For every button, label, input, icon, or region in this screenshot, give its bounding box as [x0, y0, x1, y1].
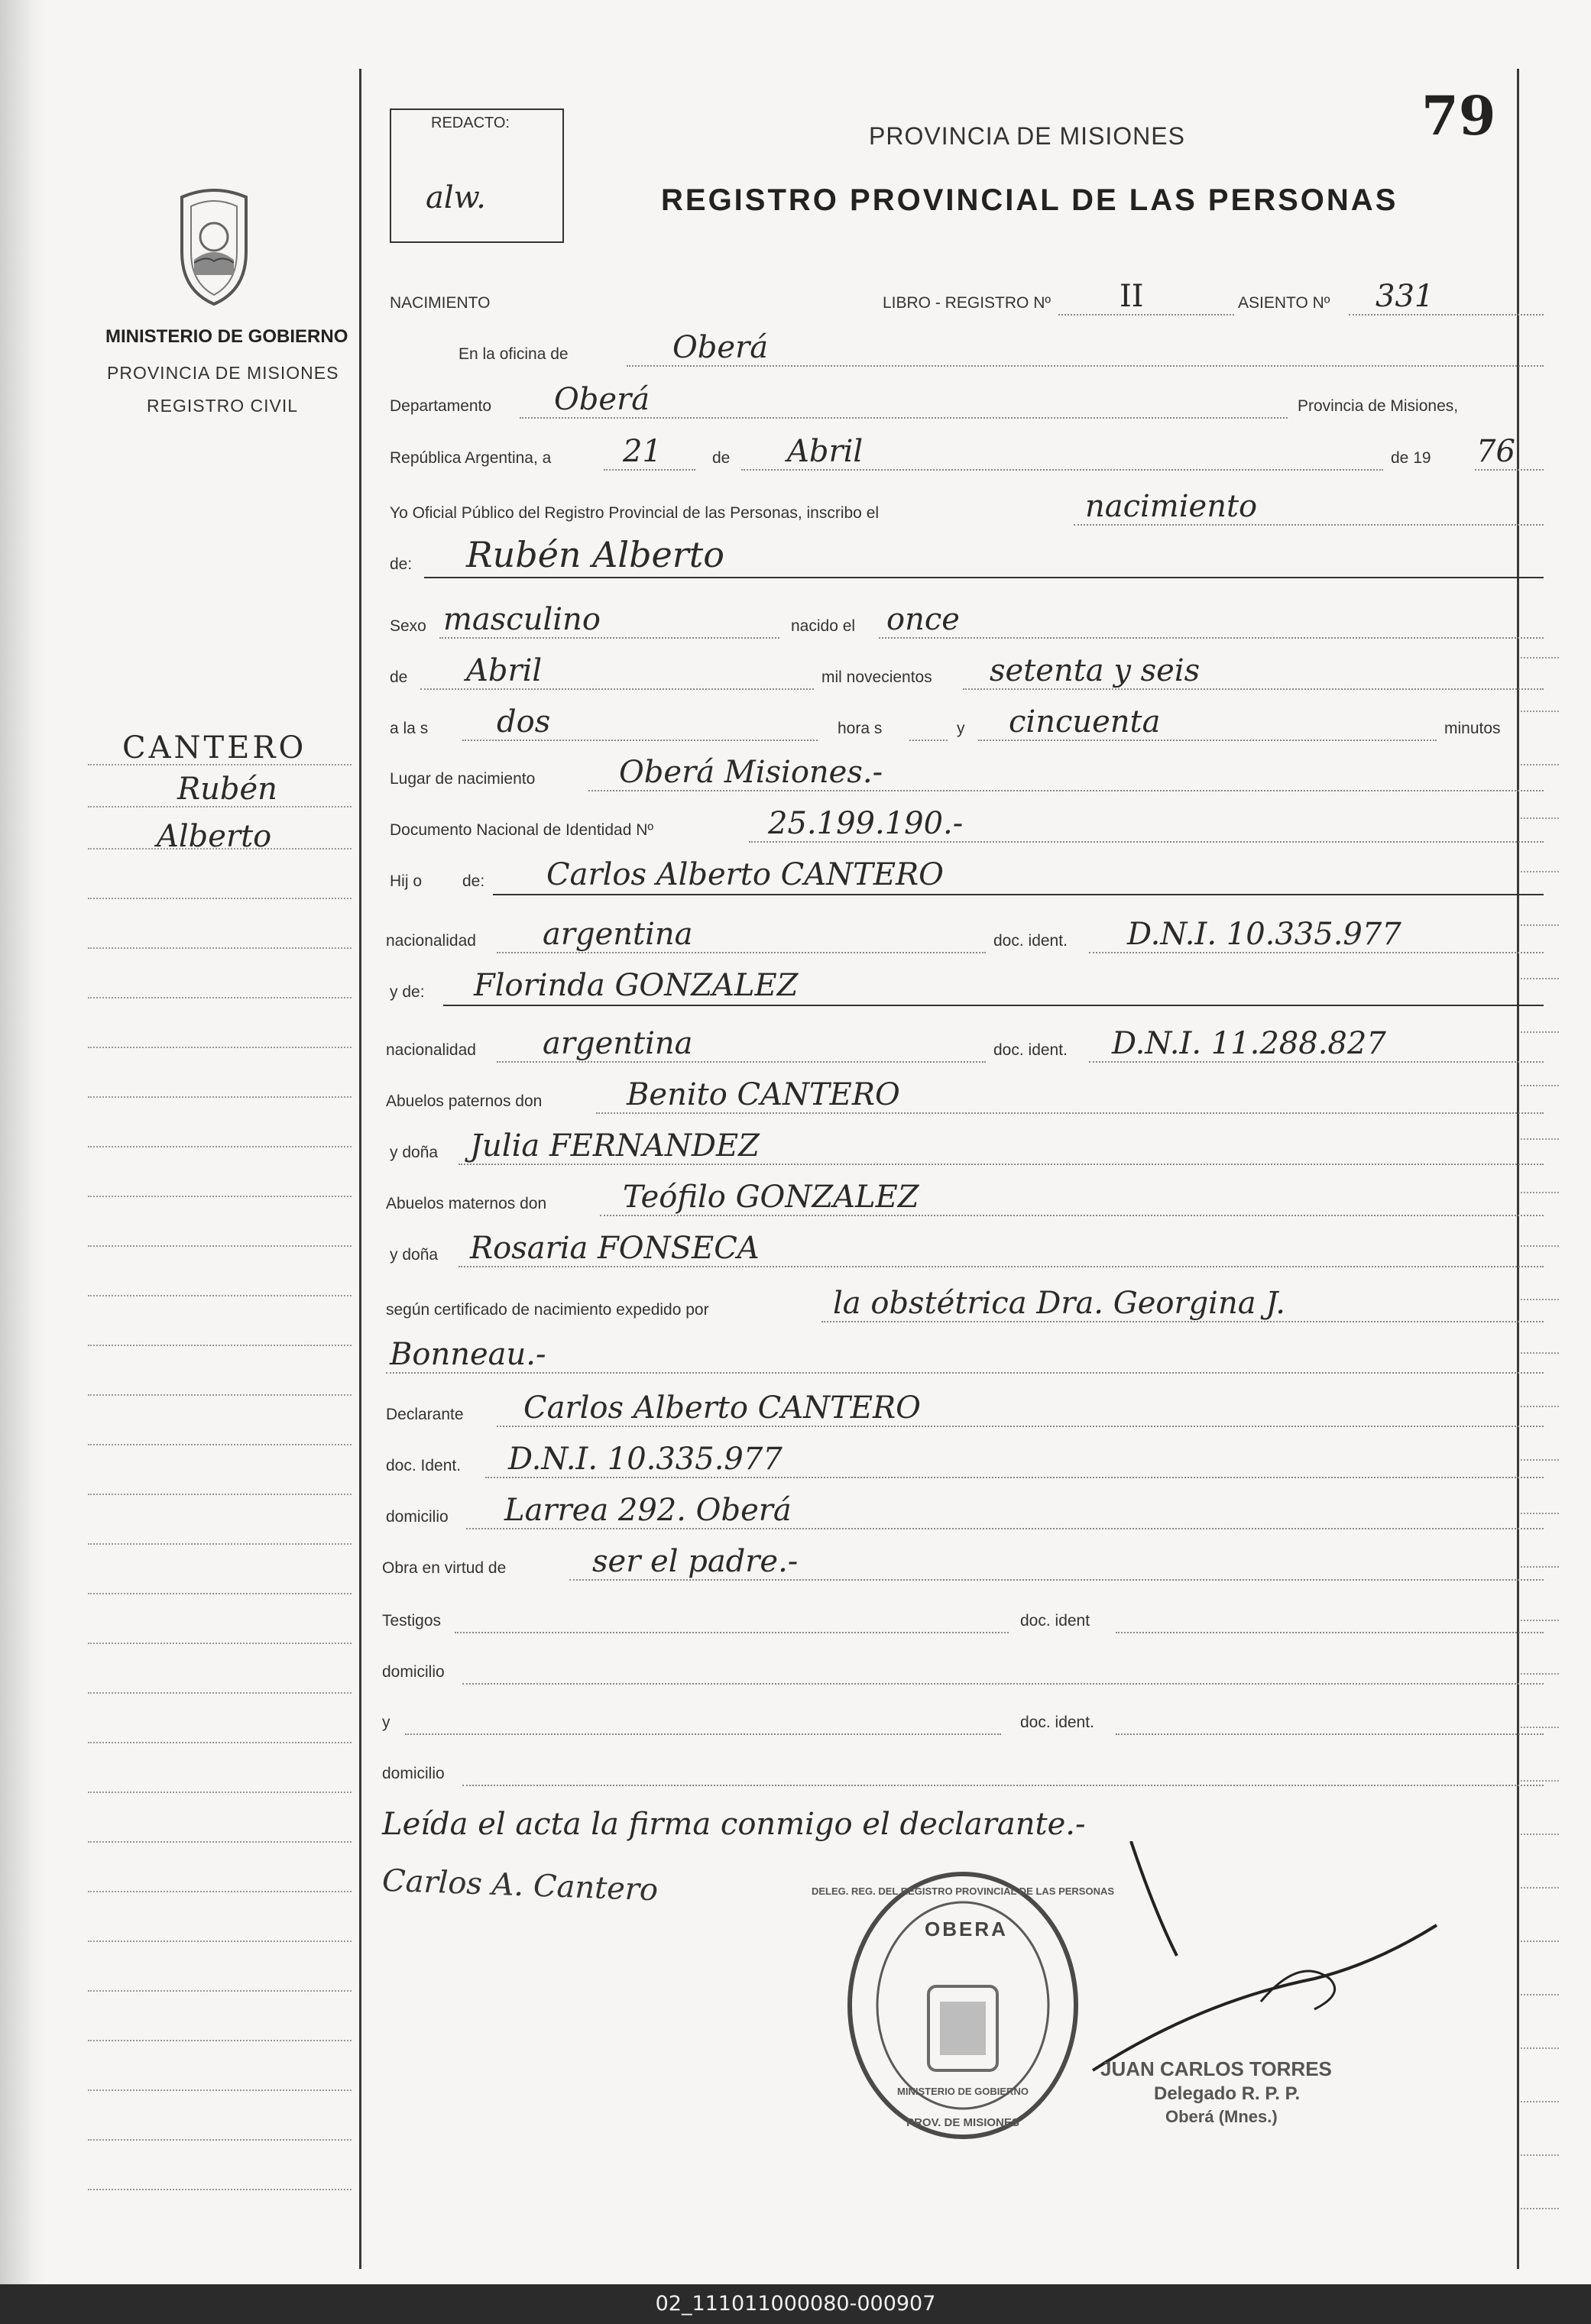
- de-label: de: [712, 449, 731, 467]
- row-hora: [382, 697, 1545, 743]
- madre-value: Florinda GONZALEZ: [474, 968, 799, 1003]
- padre-nac-value: argentina: [543, 917, 693, 952]
- minutos-label: minutos: [1444, 720, 1501, 737]
- milnov-label: mil novecientos: [821, 668, 932, 686]
- declarante-value: Carlos Alberto CANTERO: [523, 1390, 921, 1426]
- republica-label: República Argentina, a: [390, 449, 552, 467]
- officer-name: JUAN CARLOS TORRES: [1100, 2057, 1332, 2080]
- margin-note-surname: CANTERO: [122, 730, 307, 765]
- hijo-label: Hij o: [390, 872, 423, 890]
- abuela-pat-value: Julia FERNANDEZ: [470, 1128, 760, 1164]
- row-abuela-pat: [382, 1121, 1545, 1167]
- row-declarante-doc: [382, 1434, 1545, 1480]
- de19-label: de 19: [1391, 449, 1431, 467]
- row-madre-nac: [382, 1018, 1545, 1064]
- provincial-crest: [168, 183, 260, 306]
- ministry-registry: REGISTRO CIVIL: [147, 396, 299, 416]
- row-domicilio-3: [382, 1742, 1545, 1788]
- sexo-label: Sexo: [390, 617, 426, 635]
- nac-mes-value: Abril: [466, 653, 543, 688]
- nombre-value: Rubén Alberto: [466, 534, 724, 575]
- asiento-label: ASIENTO Nº: [1238, 294, 1330, 312]
- redacto-value: alw.: [426, 180, 486, 215]
- row-declarante: [382, 1383, 1545, 1429]
- nacido-label: nacido el: [791, 617, 856, 635]
- declarant-signature: Carlos A. Cantero: [381, 1863, 659, 1908]
- row-testigos: [382, 1589, 1545, 1635]
- declarante-label: Declarante: [386, 1406, 464, 1423]
- row-departamento: [382, 374, 1545, 420]
- row-padre-nac: [382, 909, 1545, 955]
- y2-label: y: [382, 1714, 390, 1731]
- domicilio-value: Larrea 292. Oberá: [504, 1493, 792, 1528]
- abuelos-mat-label: Abuelos maternos don: [386, 1195, 547, 1212]
- obra-value: ser el padre.-: [592, 1544, 799, 1579]
- domicilio2-label: domicilio: [382, 1663, 445, 1681]
- abuela-mat-value: Rosaria FONSECA: [470, 1231, 760, 1266]
- nombre-label: de:: [390, 555, 413, 573]
- officer-title: Delegado R. P. P.: [1154, 2083, 1301, 2104]
- officer-place: Oberá (Mnes.): [1165, 2107, 1278, 2126]
- yde-label: y de:: [390, 983, 425, 1001]
- asiento-value: 331: [1376, 279, 1434, 314]
- row-madre: [382, 960, 1545, 1006]
- row-padre: [382, 850, 1545, 895]
- milnov-value: setenta y seis: [990, 653, 1201, 688]
- anio-value: 76: [1476, 434, 1515, 469]
- padre-doc-value: D.N.I. 10.335.977: [1127, 917, 1401, 952]
- row-anio-nac: [382, 646, 1545, 691]
- page-number: 79: [1421, 84, 1496, 147]
- row-testigo-2: [382, 1691, 1545, 1737]
- nacimiento-label: NACIMIENTO: [390, 294, 491, 312]
- libro-label: LIBRO - REGISTRO Nº: [883, 294, 1051, 312]
- alas-label: a la s: [390, 720, 429, 737]
- redacto-box: [390, 108, 564, 243]
- official-seal: [811, 1864, 1115, 2147]
- madre-doc-value: D.N.I. 11.288.827: [1112, 1026, 1386, 1061]
- domicilio-label: domicilio: [386, 1508, 449, 1526]
- seal-city: OBERA: [925, 1918, 1008, 1940]
- ministry-heading: MINISTERIO DE GOBIERNO: [105, 326, 348, 347]
- obra-label: Obra en virtud de: [382, 1559, 507, 1577]
- segun-value: la obstétrica Dra. Georgina J.: [833, 1286, 1285, 1321]
- segun-label: según certificado de nacimiento expedido por: [386, 1301, 709, 1319]
- padre-nac-label: nacionalidad: [386, 932, 476, 950]
- seal-outer-text: DELEG. REG. DEL REGISTRO PROVINCIAL DE LAS PERSONAS: [811, 1885, 1115, 1897]
- ministry-province: PROVINCIA DE MISIONES: [107, 363, 339, 383]
- sexo-value: masculino: [443, 602, 601, 637]
- binding-shadow: [0, 0, 46, 2284]
- alas-value: dos: [497, 704, 551, 740]
- provincia-label: Provincia de Misiones,: [1298, 397, 1459, 415]
- padre-value: Carlos Alberto CANTERO: [546, 857, 944, 892]
- row-segun: [382, 1278, 1545, 1324]
- oficina-label: En la oficina de: [459, 345, 569, 363]
- declarante-doc-value: D.N.I. 10.335.977: [508, 1442, 783, 1477]
- abuelo-pat-value: Benito CANTERO: [627, 1077, 900, 1112]
- row-lugar: [382, 747, 1545, 793]
- margin-note-name2: Alberto: [157, 819, 272, 854]
- ydona-mat-label: y doña: [390, 1246, 439, 1264]
- y-label: y: [957, 720, 965, 737]
- row-obra: [382, 1536, 1545, 1582]
- docident4-label: doc. ident.: [1020, 1714, 1094, 1731]
- row-abuelo-mat: [382, 1172, 1545, 1218]
- departamento-value: Oberá: [554, 382, 650, 417]
- madre-docident-label: doc. ident.: [993, 1041, 1068, 1059]
- oficial-value: nacimiento: [1085, 489, 1258, 524]
- minutos-value: cincuenta: [1009, 704, 1161, 740]
- left-margin-rule: [359, 69, 361, 2269]
- province-heading: PROVINCIA DE MISIONES: [869, 122, 1185, 150]
- lugar-value: Oberá Misiones.-: [619, 755, 883, 790]
- row-dni: [382, 798, 1545, 844]
- domicilio3-label: domicilio: [382, 1765, 445, 1782]
- dni-value: 25.199.190.-: [768, 806, 964, 841]
- de-padre-label: de:: [462, 872, 485, 890]
- row-oficial: [382, 481, 1545, 527]
- registry-title: REGISTRO PROVINCIAL DE LAS PERSONAS: [661, 183, 1398, 217]
- row-abuelo-pat: [382, 1070, 1545, 1115]
- ydona-pat-label: y doña: [390, 1144, 439, 1161]
- image-id-footer: 02_111011000080-000907: [0, 2284, 1591, 2324]
- mes-value: Abril: [787, 434, 864, 469]
- dia-value: 21: [623, 434, 662, 469]
- row-domicilio: [382, 1485, 1545, 1531]
- row-abuela-mat: [382, 1223, 1545, 1269]
- seal-bottom-text: PROV. DE MISIONES: [906, 2116, 1019, 2129]
- abuelo-mat-value: Teófilo GONZALEZ: [623, 1180, 919, 1215]
- docident3-label: doc. ident: [1020, 1612, 1090, 1630]
- row-fecha: [382, 426, 1545, 472]
- row-leida: [382, 1792, 1545, 1845]
- madre-nac-value: argentina: [543, 1026, 693, 1061]
- oficial-label: Yo Oficial Público del Registro Provincial de las Personas, inscribo el: [390, 504, 880, 522]
- hora-label: hora s: [838, 720, 883, 737]
- dni-label: Documento Nacional de Identidad Nº: [390, 821, 654, 839]
- abuelos-pat-label: Abuelos paternos don: [386, 1092, 543, 1110]
- madre-nac-label: nacionalidad: [386, 1041, 476, 1059]
- redacto-label: REDACTO:: [431, 115, 510, 131]
- de-mes-label: de: [390, 668, 408, 686]
- padre-docident-label: doc. ident.: [993, 932, 1068, 950]
- row-sexo: [382, 594, 1545, 640]
- row-segun-cont: [382, 1329, 1545, 1375]
- row-oficina: [382, 322, 1545, 368]
- margin-note-name1: Rubén: [177, 772, 277, 807]
- segun-value-2: Bonneau.-: [390, 1337, 546, 1372]
- testigos-label: Testigos: [382, 1612, 442, 1630]
- row-nombre: [382, 532, 1545, 578]
- lugar-label: Lugar de nacimiento: [390, 770, 536, 788]
- nacido-value: once: [886, 602, 960, 637]
- row-domicilio-2: [382, 1640, 1545, 1686]
- seal-inner-text: MINISTERIO DE GOBIERNO: [897, 2086, 1029, 2097]
- leida-text: Leída el acta la firma conmigo el declarante.-: [382, 1807, 1086, 1842]
- officer-signature: [1085, 1841, 1452, 2093]
- oficina-value: Oberá: [672, 330, 769, 365]
- departamento-label: Departamento: [390, 397, 492, 415]
- docident2-label: doc. Ident.: [386, 1457, 462, 1474]
- row-libro: [382, 271, 1545, 317]
- libro-value: II: [1120, 279, 1144, 314]
